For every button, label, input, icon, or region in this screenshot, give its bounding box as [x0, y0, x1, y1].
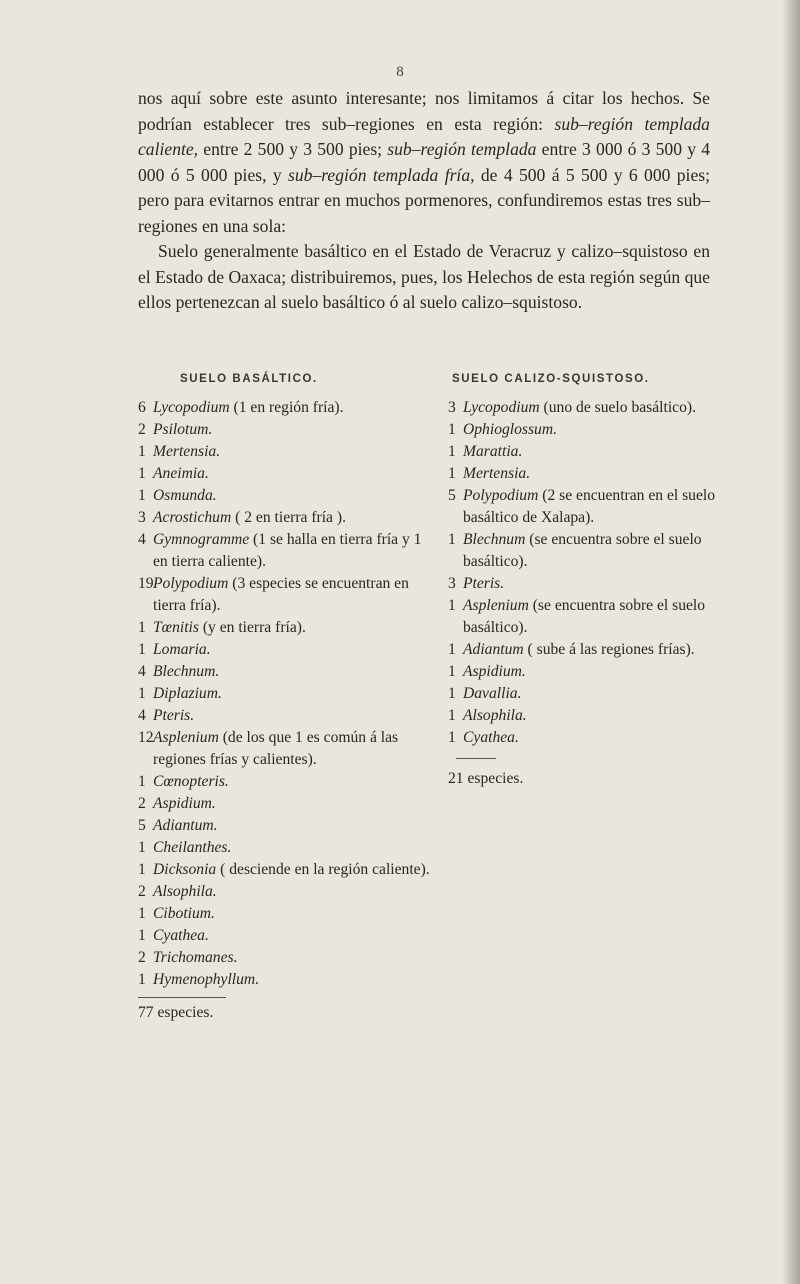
species-total: 21 especies.	[448, 770, 524, 787]
species-entry	[448, 463, 720, 485]
genus-name: Ophioglossum.	[463, 421, 558, 438]
species-count: 3	[138, 509, 146, 526]
genus-name: Asplenium	[153, 729, 219, 746]
genus-note: (uno de suelo basáltico).	[539, 399, 696, 416]
species-count: 12	[138, 729, 154, 746]
intro-paragraph-2: Suelo generalmente basáltico en el Estado de Veracruz y calizo–squistoso en el Estado de Oaxaca; distribuiremos, pues, los Helechos de esta región según que ellos pertenezcan al suelo basáltico ó al suelo calizo–squistoso.	[138, 241, 710, 312]
genus-name: Cœnopteris.	[153, 773, 229, 790]
genus-note: (se encuentra sobre el suelo basáltico).	[463, 597, 706, 636]
genus-name: Psilotum.	[153, 421, 213, 438]
genus-name: Marattia.	[463, 443, 523, 460]
species-count: 4	[138, 663, 146, 680]
species-count: 1	[448, 443, 456, 460]
genus-note: ( desciende en la región caliente).	[216, 861, 430, 878]
genus-name: Pteris.	[463, 575, 505, 592]
genus-name: Blechnum	[463, 531, 526, 548]
total-rule	[456, 758, 496, 759]
genus-name: Mertensia.	[153, 443, 221, 460]
genus-name: Cibotium.	[153, 905, 215, 922]
left-column-heading: SUELO BASÁLTICO.	[180, 373, 318, 385]
genus-name: Davallia.	[463, 685, 522, 702]
species-count: 1	[138, 641, 146, 658]
genus-name: Pteris.	[153, 707, 195, 724]
species-entry	[138, 925, 438, 947]
species-entry	[138, 419, 438, 441]
genus-name: Gymnogramme	[153, 531, 250, 548]
intro-text	[138, 86, 710, 316]
species-entry	[448, 727, 720, 749]
calcareous-species-list	[448, 397, 720, 790]
total-rule	[138, 997, 226, 998]
genus-note: (1 se halla en tierra fría y 1 en tierra caliente).	[153, 531, 422, 570]
species-count: 1	[138, 443, 146, 460]
species-count: 1	[138, 927, 146, 944]
species-count: 1	[448, 597, 456, 614]
genus-name: Acrostichum	[153, 509, 232, 526]
species-count: 1	[448, 729, 456, 746]
genus-name: Hymenophyllum.	[153, 971, 260, 988]
species-entry	[138, 881, 438, 903]
species-entry	[138, 639, 438, 661]
genus-name: Polypodium	[153, 575, 229, 592]
species-count: 1	[138, 905, 146, 922]
species-entry	[138, 529, 438, 573]
genus-name: Lycopodium	[463, 399, 540, 416]
species-count: 6	[138, 399, 146, 416]
species-count: 3	[448, 399, 456, 416]
species-count: 1	[138, 465, 146, 482]
genus-note: (2 se encuentran en el suelo basáltico de Xalapa).	[463, 487, 716, 526]
genus-name: Alsophila.	[153, 883, 217, 900]
species-count: 5	[448, 487, 456, 504]
species-count: 1	[138, 685, 146, 702]
species-entry	[138, 441, 438, 463]
genus-name: Alsophila.	[463, 707, 527, 724]
species-entry	[138, 837, 438, 859]
genus-name: Cyathea.	[463, 729, 519, 746]
species-entry	[138, 947, 438, 969]
species-entry	[138, 485, 438, 507]
species-entry	[138, 573, 438, 617]
species-entry	[138, 617, 438, 639]
page-number: 8	[396, 64, 404, 80]
species-count: 3	[448, 575, 456, 592]
species-count: 1	[448, 641, 456, 658]
species-count: 1	[448, 663, 456, 680]
species-entry	[138, 727, 438, 771]
genus-note: (y en tierra fría).	[198, 619, 306, 636]
genus-name: Asplenium	[463, 597, 529, 614]
species-entry	[448, 683, 720, 705]
genus-name: Diplazium.	[153, 685, 222, 702]
species-entry	[448, 573, 720, 595]
genus-name: Dicksonia	[153, 861, 217, 878]
species-count: 1	[138, 773, 146, 790]
species-entry	[448, 485, 720, 529]
genus-name: Trichomanes.	[153, 949, 238, 966]
genus-name: Osmunda.	[153, 487, 217, 504]
species-count: 1	[138, 487, 146, 504]
species-count: 1	[448, 531, 456, 548]
genus-note: (de los que 1 es común á las regiones frías y calientes).	[153, 729, 399, 768]
species-entry	[138, 705, 438, 727]
species-total: 77 especies.	[138, 1004, 214, 1021]
genus-name: Cheilanthes.	[153, 839, 232, 856]
species-count: 1	[448, 685, 456, 702]
species-entry	[138, 397, 438, 419]
species-count: 2	[138, 421, 146, 438]
genus-name: Tœnitis	[153, 619, 199, 636]
page-edge-shadow	[782, 0, 800, 1284]
species-entry	[448, 661, 720, 683]
species-count: 5	[138, 817, 146, 834]
species-count: 2	[138, 949, 146, 966]
species-count: 2	[138, 883, 146, 900]
species-entry	[448, 529, 720, 573]
genus-name: Aneimia.	[153, 465, 209, 482]
genus-name: Mertensia.	[463, 465, 531, 482]
genus-note: (1 en región fría).	[229, 399, 344, 416]
species-entry	[138, 859, 438, 881]
species-entry	[448, 595, 720, 639]
species-count: 1	[448, 465, 456, 482]
species-entry	[138, 661, 438, 683]
genus-name: Adiantum	[463, 641, 524, 658]
species-count: 1	[138, 971, 146, 988]
species-entry	[138, 463, 438, 485]
genus-name: Adiantum.	[153, 817, 218, 834]
genus-note: (se encuentra sobre el suelo basáltico).	[463, 531, 702, 570]
basaltic-species-list	[138, 397, 438, 1024]
species-entry	[138, 683, 438, 705]
species-entry	[448, 419, 720, 441]
species-entry	[448, 441, 720, 463]
species-entry	[448, 397, 720, 419]
species-entry	[138, 771, 438, 793]
genus-name: Aspidium.	[153, 795, 216, 812]
species-entry	[138, 969, 438, 991]
species-count: 1	[448, 707, 456, 724]
species-count: 4	[138, 707, 146, 724]
genus-name: Aspidium.	[463, 663, 526, 680]
species-entry	[448, 639, 720, 661]
intro-paragraph-1: nos aquí sobre este asunto interesante; nos limitamos á citar los hechos. Se podrían establecer tres sub–regiones en esta región: sub–región templada caliente, entre 2 500 y 3 500 pies; sub–región templada entre 3 000 ó 3 500 y 4 000 ó 5 000 pies, y sub–región templada fría, de 4 500 á 5 500 y 6 000 pies; pero para evitarnos entrar en muchos pormenores, confundiremos estas tres sub–regiones en una sola:	[138, 88, 710, 236]
genus-name: Polypodium	[463, 487, 539, 504]
species-count: 4	[138, 531, 146, 548]
species-count: 1	[448, 421, 456, 438]
genus-name: Lomaria.	[153, 641, 211, 658]
species-entry	[448, 705, 720, 727]
genus-name: Cyathea.	[153, 927, 209, 944]
genus-name: Blechnum.	[153, 663, 220, 680]
species-count: 1	[138, 839, 146, 856]
species-entry	[138, 815, 438, 837]
genus-name: Lycopodium	[153, 399, 230, 416]
species-count: 19	[138, 575, 154, 592]
genus-note: ( sube á las regiones frías).	[523, 641, 695, 658]
species-entry	[138, 903, 438, 925]
species-entry	[138, 793, 438, 815]
genus-note: (3 especies se encuentran en tierra fría).	[153, 575, 409, 614]
species-count: 2	[138, 795, 146, 812]
genus-note: ( 2 en tierra fría ).	[231, 509, 346, 526]
species-count: 1	[138, 861, 146, 878]
species-count: 1	[138, 619, 146, 636]
right-column-heading: SUELO CALIZO-SQUISTOSO.	[452, 373, 650, 385]
species-entry	[138, 507, 438, 529]
